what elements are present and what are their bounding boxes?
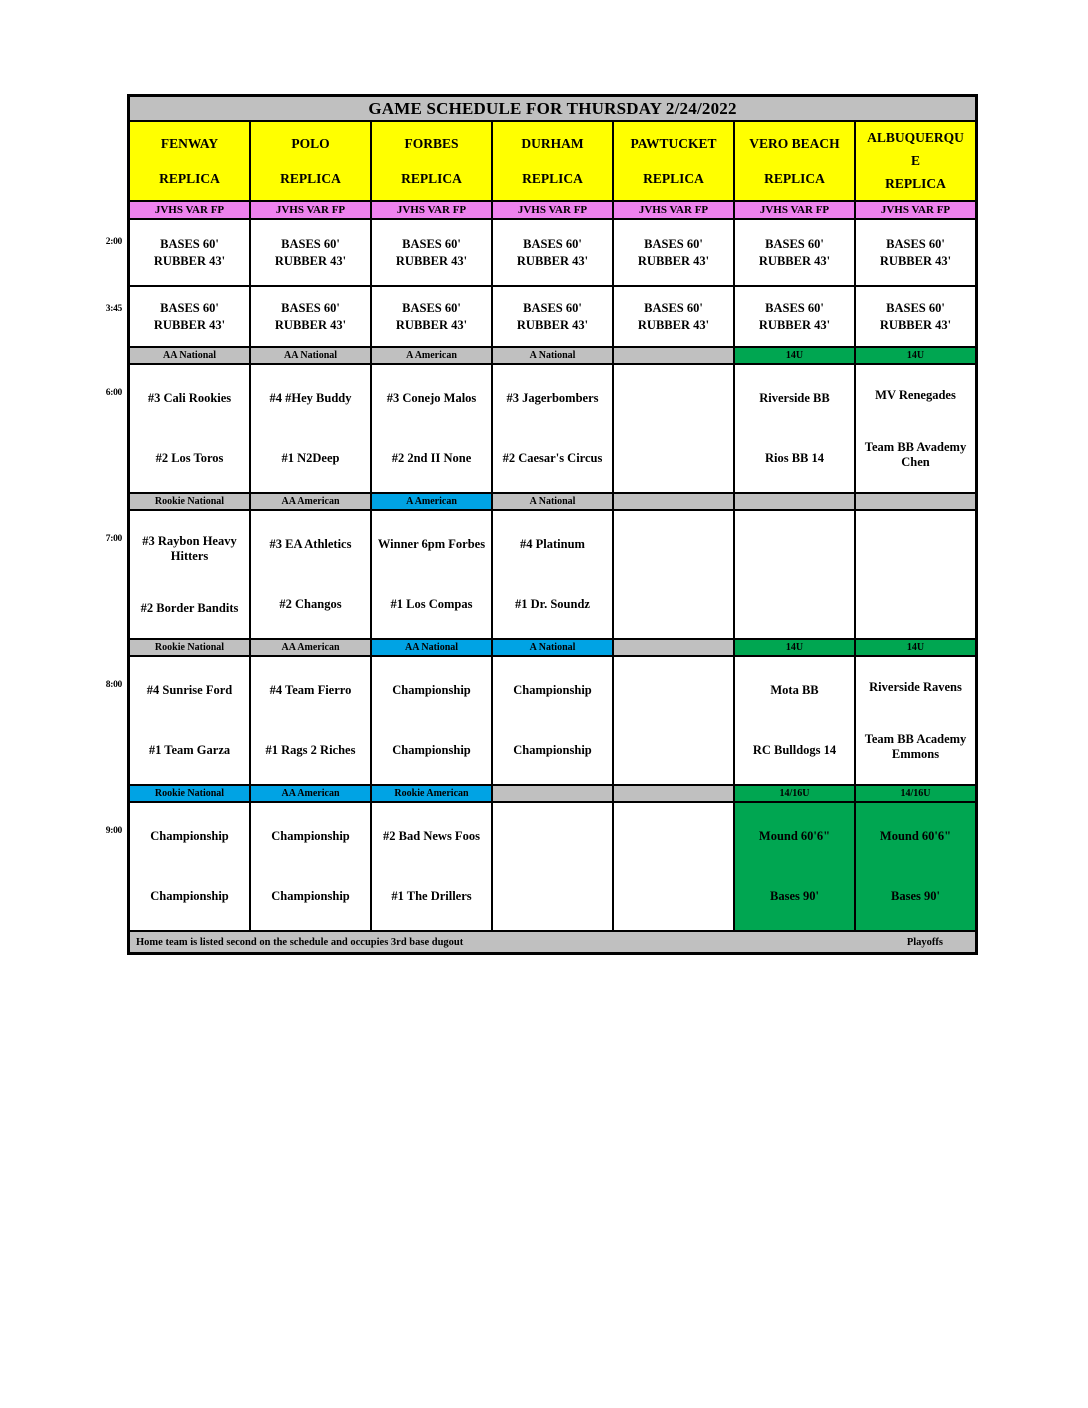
field-header-line: PAWTUCKET bbox=[630, 135, 717, 151]
home-team: Team BB Academy Emmons bbox=[864, 731, 967, 761]
home-team: RC Bulldogs 14 bbox=[752, 742, 837, 757]
setup-cell bbox=[251, 287, 370, 346]
footer-note: Home team is listed second on the schedule and occupies 3rd base dugout bbox=[136, 936, 464, 948]
setup-line: BASES 60' bbox=[886, 236, 945, 251]
division-label: JVHS VAR FP bbox=[856, 202, 975, 218]
game-cell bbox=[856, 803, 975, 930]
schedule-row-band6 bbox=[130, 640, 975, 655]
time-label: 9:00 bbox=[105, 826, 122, 836]
band-cell: 14U bbox=[856, 640, 975, 655]
band-cell: A National bbox=[493, 348, 612, 363]
field-header-line: REPLICA bbox=[159, 170, 220, 186]
schedule-row-800 bbox=[130, 657, 975, 784]
game-cell bbox=[614, 803, 733, 930]
setup-cell bbox=[130, 287, 249, 346]
away-team: #3 Cali Rookies bbox=[147, 391, 232, 406]
game-cell bbox=[614, 657, 733, 784]
schedule-row-700 bbox=[130, 511, 975, 638]
schedule-table bbox=[127, 94, 978, 955]
schedule-row-900 bbox=[130, 803, 975, 930]
band-cell bbox=[735, 494, 854, 509]
away-team: Championship bbox=[513, 683, 592, 698]
away-team: Riverside BB bbox=[759, 391, 830, 406]
field-header-durham bbox=[493, 122, 612, 200]
band-cell: A National bbox=[493, 640, 612, 655]
setup-cell bbox=[614, 287, 733, 346]
field-header-line: VERO BEACH bbox=[749, 135, 840, 151]
away-team: #3 EA Athletics bbox=[269, 537, 352, 552]
home-team: Rios BB 14 bbox=[764, 450, 825, 465]
field-header-polo bbox=[251, 122, 370, 200]
setup-line: BASES 60' bbox=[765, 236, 824, 251]
home-team: #1 Rags 2 Riches bbox=[265, 742, 356, 757]
setup-line: BASES 60' bbox=[644, 300, 703, 315]
division-label: JVHS VAR FP bbox=[493, 202, 612, 218]
band-cell: AA American bbox=[251, 494, 370, 509]
game-cell bbox=[372, 511, 491, 638]
field-header-line: REPLICA bbox=[885, 176, 946, 192]
setup-cell bbox=[493, 220, 612, 285]
field-header-line: FENWAY bbox=[160, 135, 219, 151]
setup-line: RUBBER 43' bbox=[637, 253, 710, 268]
band-cell: 14/16U bbox=[856, 786, 975, 801]
home-team: #1 N2Deep bbox=[281, 450, 340, 465]
setup-line: RUBBER 43' bbox=[516, 253, 589, 268]
away-team: Mound 60'6" bbox=[879, 829, 952, 844]
band-cell: A American bbox=[372, 494, 491, 509]
field-header-vero-beach bbox=[735, 122, 854, 200]
division-label: JVHS VAR FP bbox=[251, 202, 370, 218]
field-header-line: POLO bbox=[291, 135, 330, 151]
band-cell: Rookie National bbox=[130, 786, 249, 801]
game-cell bbox=[372, 365, 491, 492]
setup-cell bbox=[735, 287, 854, 346]
setup-line: BASES 60' bbox=[886, 300, 945, 315]
game-cell bbox=[735, 803, 854, 930]
home-team: Team BB Avademy Chen bbox=[864, 439, 967, 469]
setup-line: RUBBER 43' bbox=[758, 253, 831, 268]
band-cell: AA National bbox=[372, 640, 491, 655]
home-team: Bases 90' bbox=[770, 888, 819, 903]
setup-line: BASES 60' bbox=[281, 236, 340, 251]
game-cell bbox=[493, 365, 612, 492]
time-label: 3:45 bbox=[105, 304, 122, 314]
setup-line: BASES 60' bbox=[644, 236, 703, 251]
time-label: 8:00 bbox=[105, 680, 122, 690]
band-cell bbox=[493, 786, 612, 801]
band-cell bbox=[614, 640, 733, 655]
band-cell: AA National bbox=[251, 348, 370, 363]
away-team: #4 Platinum bbox=[520, 537, 585, 552]
setup-cell bbox=[372, 287, 491, 346]
band-cell: Rookie National bbox=[130, 640, 249, 655]
setup-cell bbox=[130, 220, 249, 285]
away-team: Mota BB bbox=[770, 683, 819, 698]
game-cell bbox=[251, 657, 370, 784]
field-header-line: REPLICA bbox=[764, 170, 825, 186]
setup-line: BASES 60' bbox=[402, 300, 461, 315]
away-team: #3 Jagerbombers bbox=[506, 391, 599, 406]
field-header-line: E bbox=[910, 152, 920, 168]
field-header-line: REPLICA bbox=[643, 170, 704, 186]
away-team: Riverside Ravens bbox=[869, 679, 962, 694]
field-header-albuquerque bbox=[856, 122, 975, 200]
setup-line: BASES 60' bbox=[160, 300, 219, 315]
game-cell bbox=[130, 511, 249, 638]
setup-cell bbox=[493, 287, 612, 346]
band-cell: Rookie American bbox=[372, 786, 491, 801]
away-team: #4 #Hey Buddy bbox=[269, 391, 352, 406]
game-cell bbox=[614, 511, 733, 638]
time-label: 7:00 bbox=[105, 534, 122, 544]
setup-line: RUBBER 43' bbox=[758, 317, 831, 332]
division-label: JVHS VAR FP bbox=[130, 202, 249, 218]
setup-line: BASES 60' bbox=[765, 300, 824, 315]
setup-line: RUBBER 43' bbox=[153, 253, 226, 268]
game-cell bbox=[856, 657, 975, 784]
field-header-line: DURHAM bbox=[521, 135, 584, 151]
setup-line: RUBBER 43' bbox=[395, 317, 468, 332]
game-cell bbox=[493, 803, 612, 930]
setup-cell bbox=[856, 287, 975, 346]
home-team: Championship bbox=[513, 742, 592, 757]
home-team: Bases 90' bbox=[891, 888, 940, 903]
game-cell bbox=[372, 657, 491, 784]
away-team: Mound 60'6" bbox=[758, 829, 831, 844]
setup-line: RUBBER 43' bbox=[879, 253, 952, 268]
band-cell: A National bbox=[493, 494, 612, 509]
home-team: Championship bbox=[271, 888, 350, 903]
setup-line: RUBBER 43' bbox=[516, 317, 589, 332]
setup-line: RUBBER 43' bbox=[395, 253, 468, 268]
game-cell bbox=[130, 657, 249, 784]
away-team: Championship bbox=[271, 829, 350, 844]
setup-line: BASES 60' bbox=[523, 300, 582, 315]
schedule-row-600 bbox=[130, 365, 975, 492]
schedule-row-band8 bbox=[130, 786, 975, 801]
band-cell bbox=[856, 494, 975, 509]
schedule-title: GAME SCHEDULE FOR THURSDAY 2/24/2022 bbox=[130, 97, 975, 120]
band-cell: AA American bbox=[251, 786, 370, 801]
field-header-line: REPLICA bbox=[401, 170, 462, 186]
setup-line: RUBBER 43' bbox=[274, 253, 347, 268]
setup-line: RUBBER 43' bbox=[153, 317, 226, 332]
schedule-row-200 bbox=[130, 220, 975, 285]
home-team: #1 The Drillers bbox=[391, 888, 472, 903]
field-header-line: FORBES bbox=[404, 135, 459, 151]
home-team: #2 Border Bandits bbox=[140, 600, 239, 615]
setup-line: RUBBER 43' bbox=[637, 317, 710, 332]
setup-line: BASES 60' bbox=[160, 236, 219, 251]
game-cell bbox=[493, 657, 612, 784]
band-cell: AA National bbox=[130, 348, 249, 363]
band-cell: 14U bbox=[735, 640, 854, 655]
away-team: #3 Raybon Heavy Hitters bbox=[142, 533, 237, 563]
division-label: JVHS VAR FP bbox=[372, 202, 491, 218]
away-team: MV Renegades bbox=[875, 387, 956, 402]
away-team: Championship bbox=[150, 829, 229, 844]
setup-cell bbox=[251, 220, 370, 285]
game-cell bbox=[735, 365, 854, 492]
home-team: #2 2nd II None bbox=[391, 450, 472, 465]
away-team: #4 Team Fierro bbox=[269, 683, 352, 698]
division-label: JVHS VAR FP bbox=[735, 202, 854, 218]
field-header-line: ALBUQUERQU bbox=[867, 129, 964, 145]
band-cell: A American bbox=[372, 348, 491, 363]
game-cell bbox=[251, 803, 370, 930]
setup-line: RUBBER 43' bbox=[879, 317, 952, 332]
division-row bbox=[130, 202, 975, 218]
setup-line: BASES 60' bbox=[402, 236, 461, 251]
home-team: Championship bbox=[392, 742, 471, 757]
band-cell: 14/16U bbox=[735, 786, 854, 801]
game-cell bbox=[130, 365, 249, 492]
band-cell bbox=[614, 786, 733, 801]
field-header-line: REPLICA bbox=[280, 170, 341, 186]
setup-cell bbox=[735, 220, 854, 285]
game-cell bbox=[251, 365, 370, 492]
home-team: #2 Los Toros bbox=[155, 450, 224, 465]
setup-cell bbox=[856, 220, 975, 285]
game-cell bbox=[614, 365, 733, 492]
game-cell bbox=[735, 657, 854, 784]
setup-line: BASES 60' bbox=[281, 300, 340, 315]
field-header-line: REPLICA bbox=[522, 170, 583, 186]
setup-line: RUBBER 43' bbox=[274, 317, 347, 332]
band-cell: Rookie National bbox=[130, 494, 249, 509]
field-header-forbes bbox=[372, 122, 491, 200]
band-cell: AA American bbox=[251, 640, 370, 655]
band-cell: 14U bbox=[856, 348, 975, 363]
game-cell bbox=[856, 511, 975, 638]
schedule-row-band4 bbox=[130, 494, 975, 509]
game-cell bbox=[735, 511, 854, 638]
game-cell bbox=[856, 365, 975, 492]
setup-cell bbox=[372, 220, 491, 285]
field-header-pawtucket bbox=[614, 122, 733, 200]
band-cell bbox=[614, 494, 733, 509]
game-cell bbox=[251, 511, 370, 638]
footer-playoffs-label: Playoffs bbox=[906, 936, 943, 948]
division-label: JVHS VAR FP bbox=[614, 202, 733, 218]
home-team: #1 Team Garza bbox=[148, 742, 231, 757]
away-team: #2 Bad News Foos bbox=[383, 829, 480, 844]
away-team: Championship bbox=[392, 683, 471, 698]
home-team: Championship bbox=[150, 888, 229, 903]
setup-line: BASES 60' bbox=[523, 236, 582, 251]
away-team: #3 Conejo Malos bbox=[386, 391, 477, 406]
away-team: Winner 6pm Forbes bbox=[377, 537, 486, 552]
game-cell bbox=[372, 803, 491, 930]
schedule-row-band2 bbox=[130, 348, 975, 363]
game-cell bbox=[130, 803, 249, 930]
away-team: #4 Sunrise Ford bbox=[146, 683, 233, 698]
field-header-fenway bbox=[130, 122, 249, 200]
home-team: #1 Dr. Soundz bbox=[515, 596, 590, 611]
home-team: #2 Caesar's Circus bbox=[502, 450, 603, 465]
schedule-row-345 bbox=[130, 287, 975, 346]
band-cell: 14U bbox=[735, 348, 854, 363]
home-team: #1 Los Compas bbox=[390, 596, 473, 611]
band-cell bbox=[614, 348, 733, 363]
field-header-row bbox=[130, 122, 975, 200]
time-label: 2:00 bbox=[105, 237, 122, 247]
game-cell bbox=[493, 511, 612, 638]
setup-cell bbox=[614, 220, 733, 285]
home-team: #2 Changos bbox=[279, 596, 342, 611]
time-label: 6:00 bbox=[105, 388, 122, 398]
footer-bar bbox=[130, 932, 975, 952]
